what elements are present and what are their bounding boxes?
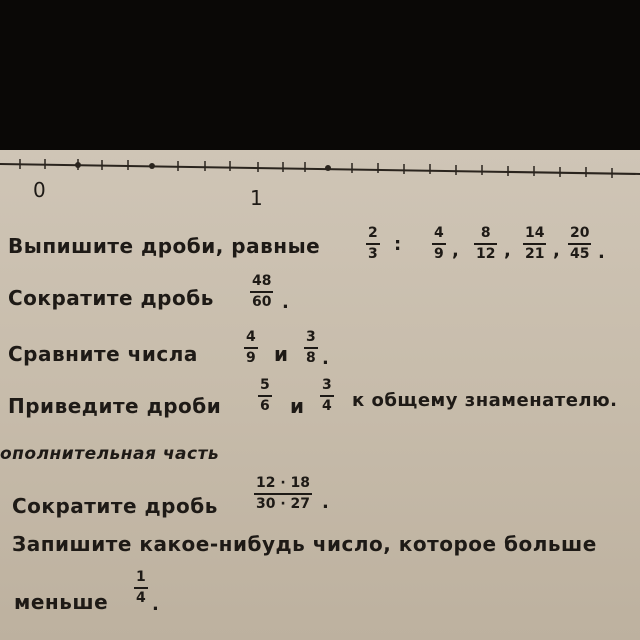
period: . — [598, 242, 605, 263]
task1-option-2: 8 12 — [476, 225, 496, 262]
comma: , — [504, 240, 511, 261]
task1-given-fraction — [366, 226, 380, 262]
task3-fraction-b: 3 8 — [306, 329, 316, 366]
task2-text: Сократите дробь — [8, 286, 214, 310]
task1-text: Выпишите дроби, равные — [8, 234, 321, 258]
task4-fraction-b: 3 4 — [322, 377, 332, 414]
task6-line1: Запишите какое-нибудь число, которое больше — [12, 532, 597, 556]
task3-fraction-a: 4 9 — [246, 329, 256, 366]
task3-text: Сравните числа — [8, 342, 198, 366]
period: . — [152, 594, 159, 615]
task6-line2: меньше — [14, 590, 109, 614]
comma: , — [553, 240, 560, 261]
task5-text: Сократите дробь — [12, 494, 218, 518]
section-title: ополнительная часть — [0, 444, 220, 464]
period: . — [282, 292, 289, 313]
colon: : — [394, 234, 402, 255]
task2-fraction: 48 60 — [252, 273, 272, 310]
tick-label-1: 1 — [250, 186, 264, 210]
task6-fraction: 1 4 — [136, 569, 146, 606]
task1-option-3: 14 21 — [525, 225, 545, 262]
tick-label-0: 0 — [33, 178, 47, 202]
period: . — [322, 348, 329, 369]
period: . — [322, 492, 329, 513]
textbook-page — [0, 150, 640, 640]
task4-tail: к общему знаменателю. — [352, 390, 618, 411]
task4-conj: и — [290, 394, 305, 418]
number-line — [0, 150, 640, 190]
task1-option-1: 4 9 — [434, 225, 444, 262]
task4-text: Приведите дроби — [8, 394, 222, 418]
numerator: 2 — [368, 225, 378, 241]
task4-fraction-a: 5 6 — [260, 377, 270, 414]
comma: , — [452, 240, 459, 261]
task3-conj: и — [274, 342, 289, 366]
task1-option-4: 20 45 — [570, 225, 590, 262]
denominator: 3 — [368, 245, 378, 262]
task5-fraction: 12 · 18 30 · 27 — [256, 475, 311, 512]
